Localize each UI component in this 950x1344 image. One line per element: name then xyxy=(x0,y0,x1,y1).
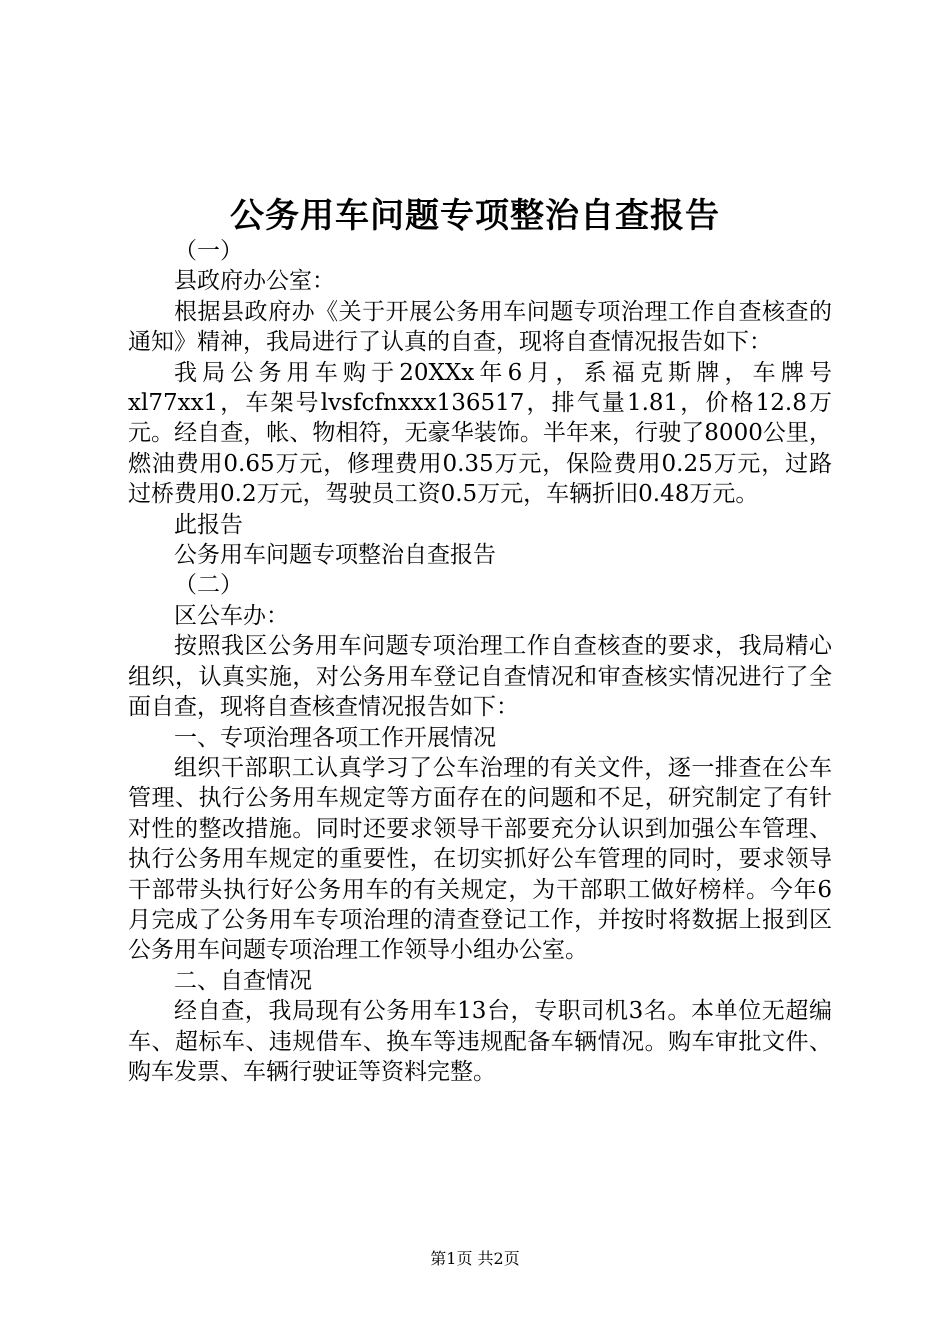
closing-line: 此报告 xyxy=(174,511,243,538)
paragraph: 经自查，我局现有公务用车13台，专职司机3名。本单位无超编车、超标车、违规借车、换车等违规配备车辆情况。购车审批文件、购车发票、车辆行驶证等资料完整。 xyxy=(128,998,832,1085)
paragraph: 我局公务用车购于20XXx年6月，系福克斯牌，车牌号xl77xx1，车架号lvsfcfnxxx136517，排气量1.81，价格12.8万元。经自查，帐、物相符，无豪华装饰。半年来，行驶了8000公里，燃油费用0.65万元，修理费用0.35万元，保险费用0.25万元，过路过桥费用0.2万元，驾驶员工资0.5万元，车辆折旧0.48万元。 xyxy=(128,359,832,508)
paragraph: 根据县政府办《关于开展公务用车问题专项治理工作自查核查的通知》精神，我局进行了认真的自查，现将自查情况报告如下： xyxy=(128,298,832,356)
document-title: 公务用车问题专项整治自查报告 xyxy=(230,196,720,236)
section-marker: （一） xyxy=(174,238,243,264)
section-heading: 二、自查情况 xyxy=(174,967,312,994)
salutation: 县政府办公室： xyxy=(174,268,335,295)
page-footer: 第1页 共2页 xyxy=(430,1249,520,1268)
section-marker: （二） xyxy=(174,572,243,599)
section-heading: 一、专项治理各项工作开展情况 xyxy=(174,724,496,751)
document-body xyxy=(128,236,832,1087)
report-name-line: 公务用车问题专项整治自查报告 xyxy=(174,542,496,569)
salutation: 区公车办： xyxy=(174,602,289,629)
paragraph: 组织干部职工认真学习了公车治理的有关文件，逐一排查在公车管理、执行公务用车规定等方面存在的问题和不足，研究制定了有针对性的整改措施。同时还要求领导干部要充分认识到加强公车管理、执行公务用车规定的重要性，在切实抓好公车管理的同时，要求领导干部带头执行好公务用车的有关规定，为干部职工做好榜样。今年6月完成了公务用车专项治理的清查登记工作，并按时将数据上报到区公务用车问题专项治理工作领导小组办公室。 xyxy=(128,754,832,964)
paragraph: 按照我区公务用车问题专项治理工作自查核查的要求，我局精心组织，认真实施，对公务用车登记自查情况和审查核实情况进行了全面自查，现将自查核查情况报告如下： xyxy=(128,633,832,721)
